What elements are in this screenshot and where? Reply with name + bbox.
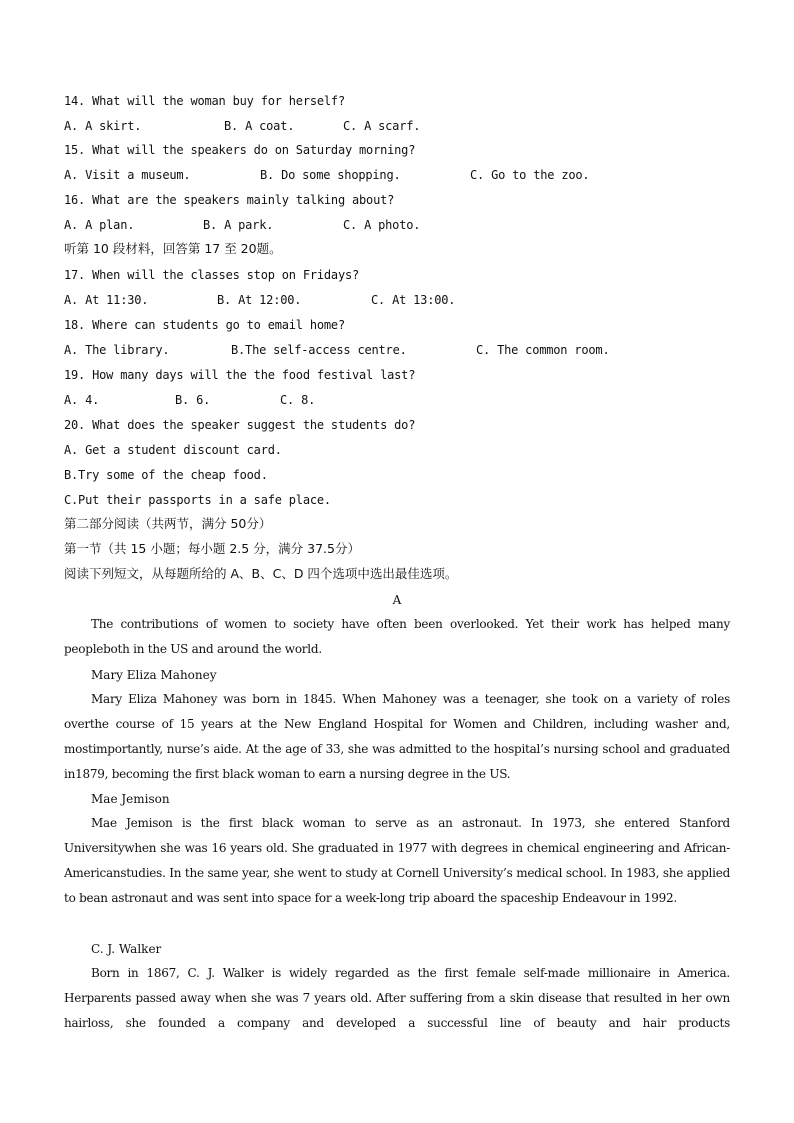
person-bio [64, 811, 730, 936]
question-17-options [64, 293, 744, 307]
option-a: A. 4. [64, 393, 100, 407]
option-b: B. At 12:00. [217, 293, 302, 307]
option-a: A. A plan. [64, 218, 135, 232]
bio-text: Born in 1867, C. J. Walker is widely regarded as the first female self-made millionaire in America. Herparents passed away when she was 7 years old. After suffering from a skin disease that resulted in her own hairloss, she founded a company and developed a successful line of beauty and hair products [64, 966, 730, 1030]
section-one-title: 第一节（共 15 小题；每小题 2.5 分，满分 37.5分） [64, 541, 360, 556]
section-10-instruction: 听第 10 段材料，回答第 17 至 20题。 [64, 241, 282, 256]
question-17: 17. When will the classes stop on Fridays? [64, 268, 360, 282]
part-two-title: 第二部分阅读（共两节，满分 50分） [64, 516, 272, 531]
option-a: A. Visit a museum. [64, 168, 191, 182]
passage-intro [64, 612, 730, 662]
option-c: C. A scarf. [343, 119, 421, 133]
question-14-options [64, 119, 744, 133]
option-b: B. A coat. [224, 119, 295, 133]
question-20-option-a: A. Get a student discount card. [64, 443, 282, 457]
question-20: 20. What does the speaker suggest the students do? [64, 418, 416, 432]
person-bio [64, 687, 730, 787]
reading-instruction: 阅读下列短文，从每题所给的 A、B、C、D 四个选项中选出最佳选项。 [64, 566, 458, 581]
person-heading: C. J. Walker [91, 942, 162, 956]
question-15-options [64, 168, 744, 182]
question-18: 18. Where can students go to email home? [64, 318, 345, 332]
question-20-option-b: B.Try some of the cheap food. [64, 468, 268, 482]
option-b: B. 6. [175, 393, 211, 407]
intro-text: The contributions of women to society have often been overlooked. Yet their work has helped many peopleboth in the US and around the world. [64, 617, 730, 656]
option-c: C. At 13:00. [371, 293, 456, 307]
option-b: B. A park. [203, 218, 274, 232]
option-a: A. The library. [64, 343, 170, 357]
option-a: A. At 11:30. [64, 293, 149, 307]
question-14: 14. What will the woman buy for herself? [64, 94, 345, 108]
person-bio [64, 961, 730, 1036]
question-20-option-c: C.Put their passports in a safe place. [64, 493, 331, 507]
question-16: 16. What are the speakers mainly talking about? [64, 193, 395, 207]
question-19: 19. How many days will the the food festival last? [64, 368, 416, 382]
option-c: C. The common room. [476, 343, 610, 357]
option-b: B. Do some shopping. [260, 168, 401, 182]
bio-text: Mae Jemison is the first black woman to serve as an astronaut. In 1973, she entered Stanford Universitywhen she was 16 years old. She graduated in 1977 with degrees in chemical engineering and African-Americanstudies. In the same year, she went to study at Cornell University’s medical school. In 1983, she applied to bean astronaut and was sent into space for a week-long trip aboard the spaceship Endeavour in 1992. [64, 816, 730, 905]
bio-text: Mary Eliza Mahoney was born in 1845. When Mahoney was a teenager, she took on a variety of roles overthe course of 15 years at the New England Hospital for Women and Children, including washer and, mostimportantly, nurse’s aide. At the age of 33, she was admitted to the hospital’s nursing school and graduated in1879, becoming the first black woman to earn a nursing degree in the US. [64, 692, 730, 781]
question-15: 15. What will the speakers do on Saturday morning? [64, 143, 416, 157]
person-heading: Mary Eliza Mahoney [91, 668, 217, 682]
option-c: C. Go to the zoo. [470, 168, 590, 182]
question-16-options [64, 218, 744, 232]
question-19-options [64, 393, 744, 407]
option-b: B.The self-access centre. [231, 343, 407, 357]
option-a: A. A skirt. [64, 119, 142, 133]
passage-letter: A [392, 593, 402, 607]
person-heading: Mae Jemison [91, 792, 170, 806]
question-18-options [64, 343, 744, 357]
option-c: C. A photo. [343, 218, 421, 232]
option-c: C. 8. [280, 393, 316, 407]
